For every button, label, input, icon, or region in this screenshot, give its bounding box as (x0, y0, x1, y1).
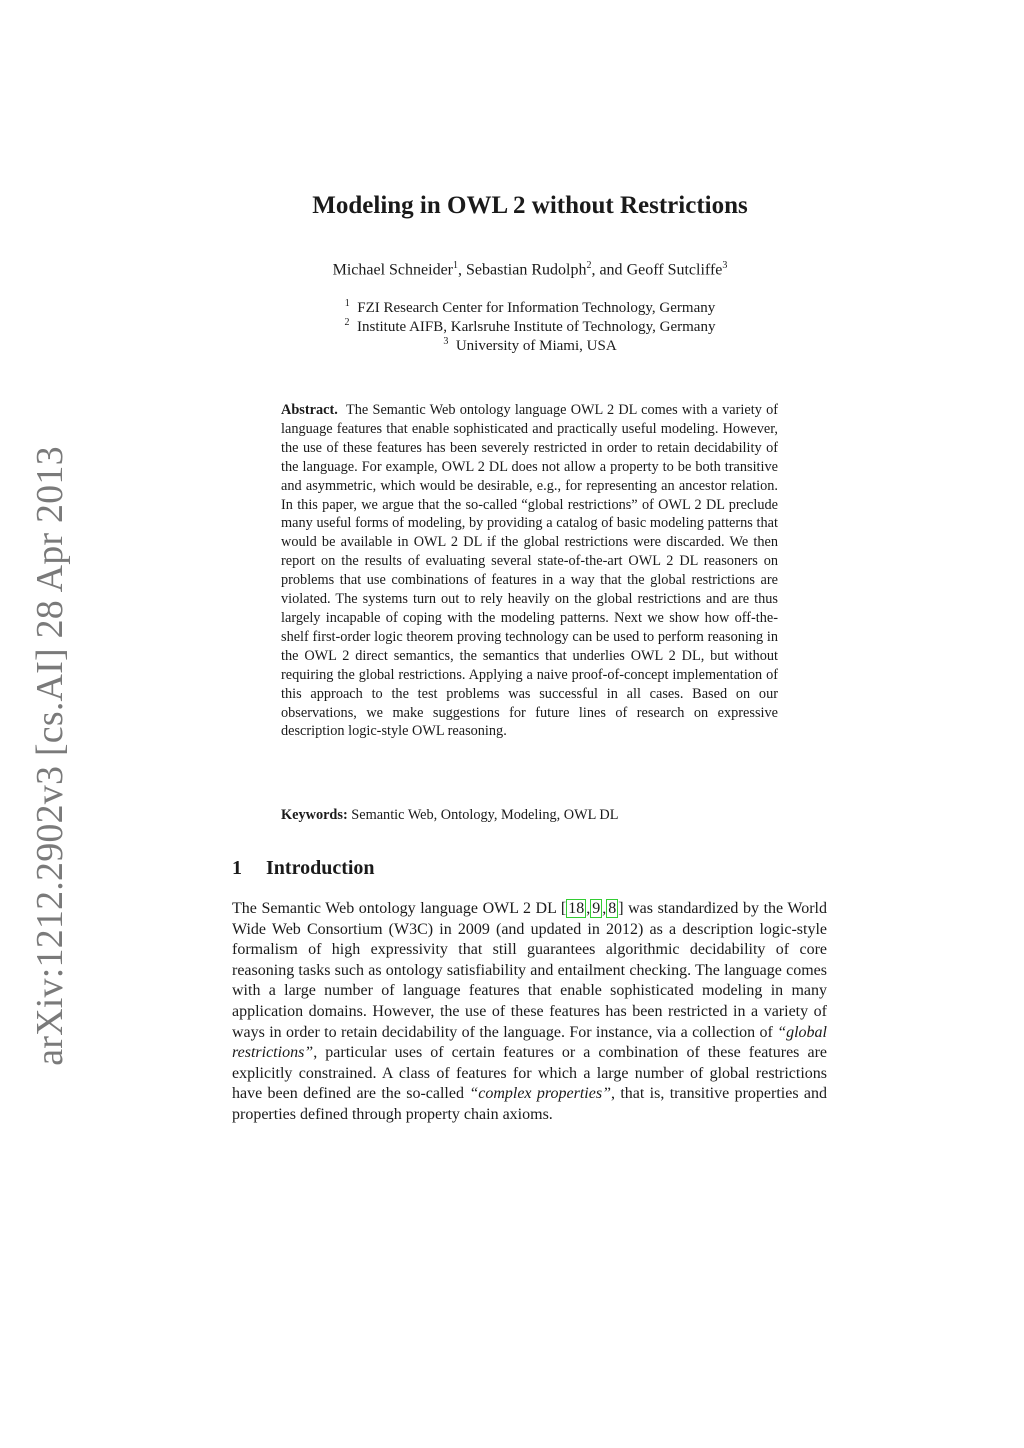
section-title: Introduction (266, 857, 375, 879)
affiliation (230, 336, 830, 355)
author-list (230, 260, 830, 279)
intro-text: The Semantic Web ontology language OWL 2 DL (232, 900, 557, 917)
intro-text: , particular uses of certain features or a combination of these features are explicitly constrained. A class of features for which a large number of global restrictions have been defined are the so-called (232, 1044, 827, 1103)
author-separator: , and (591, 261, 627, 279)
keywords-text: Semantic Web, Ontology, Modeling, OWL DL (351, 807, 619, 823)
abstract-text: The Semantic Web ontology language OWL 2 DL comes with a variety of language features that enable sophisticated and practically useful modeling. However, the use of these features has been severely restricted in order to retain decidability of the language. For example, OWL 2 DL does not allow a property to be both transitive and asymmetric, which would be desirable, e.g., for representing an ancestor relation. In this paper, we argue that the so-called “global restrictions” of OWL 2 DL preclude many useful forms of modeling, by providing a catalog of basic modeling patterns that would be available in OWL 2 DL if the global restrictions were discarded. We then report on the results of evaluating several state-of-the-art OWL 2 DL reasoners on problems that use combinations of features in a way that the global restrictions are violated. The systems turn out to rely heavily on the global restrictions and are thus largely incapable of coping with the modeling patterns. Next we show how off-the-shelf first-order logic theorem proving technology can be used to perform reasoning in the OWL 2 direct semantics, the semantics that underlies OWL 2 DL, but without requiring the global restrictions. Applying a naive proof-of-concept implementation of this approach to the test problems was successful in all cases. Based on our observations, we make suggestions for future lines of research on expressive description logic-style OWL reasoning. (281, 402, 778, 740)
citation-link[interactable]: 9 (592, 900, 601, 917)
affiliation-mark: 2 (344, 317, 350, 328)
emphasis-global-restrictions: “global restrictions” (232, 1023, 827, 1062)
intro-text: was standardized by the World Wide Web Consortium (W3C) in 2009 (and updated in 2012) as a description logic-style formalism of high expressivity that still guarantees algorithmic decidability of core reasoning tasks such as ontology satisfiability and entailment checking. The language comes with a large number of language features that enable sophisticated modeling in many application domains. However, the use of these features has been restricted in a variety of ways in order to retain decidability of the language. For instance, via a collection of (232, 900, 827, 1041)
affiliation (230, 298, 830, 317)
section-number: 1 (232, 857, 242, 879)
keywords (281, 806, 778, 825)
paper-title: Modeling in OWL 2 without Restrictions (312, 192, 748, 219)
keywords-label: Keywords: (281, 807, 348, 823)
affiliation-mark: 1 (344, 298, 350, 309)
author-name: Michael Schneider (332, 261, 454, 279)
abstract (281, 401, 778, 741)
affiliation-text: Institute AIFB, Karlsruhe Institute of Technology, Germany (357, 319, 716, 335)
affiliation-text: University of Miami, USA (455, 338, 617, 354)
intro-paragraph (232, 899, 827, 1126)
citation-link[interactable]: 18 (568, 900, 585, 917)
arxiv-identifier: arXiv:1212.2902v3 [cs.AI] 28 Apr 2013 (29, 446, 71, 1066)
section-heading (232, 857, 375, 880)
affiliation (230, 317, 830, 336)
emphasis-complex-properties: “complex properties” (469, 1085, 611, 1103)
affiliation-mark: 3 (443, 336, 449, 347)
author-separator: , (458, 261, 467, 279)
affiliation-text: FZI Research Center for Information Technology, Germany (357, 300, 716, 316)
citation-link[interactable]: 8 (608, 900, 617, 917)
author-affiliation-mark: 1 (453, 260, 459, 271)
author-name: Geoff Sutcliffe (626, 261, 723, 279)
abstract-label: Abstract. (281, 402, 338, 418)
author-affiliation-mark: 2 (586, 260, 592, 271)
author-name: Sebastian Rudolph (466, 261, 587, 279)
citation-group: [ 18 , 9 , 8 ] (560, 900, 624, 917)
author-affiliation-mark: 3 (722, 260, 728, 271)
intro-text: , that is, transitive properties and properties defined through property chain axioms. (232, 1085, 828, 1123)
